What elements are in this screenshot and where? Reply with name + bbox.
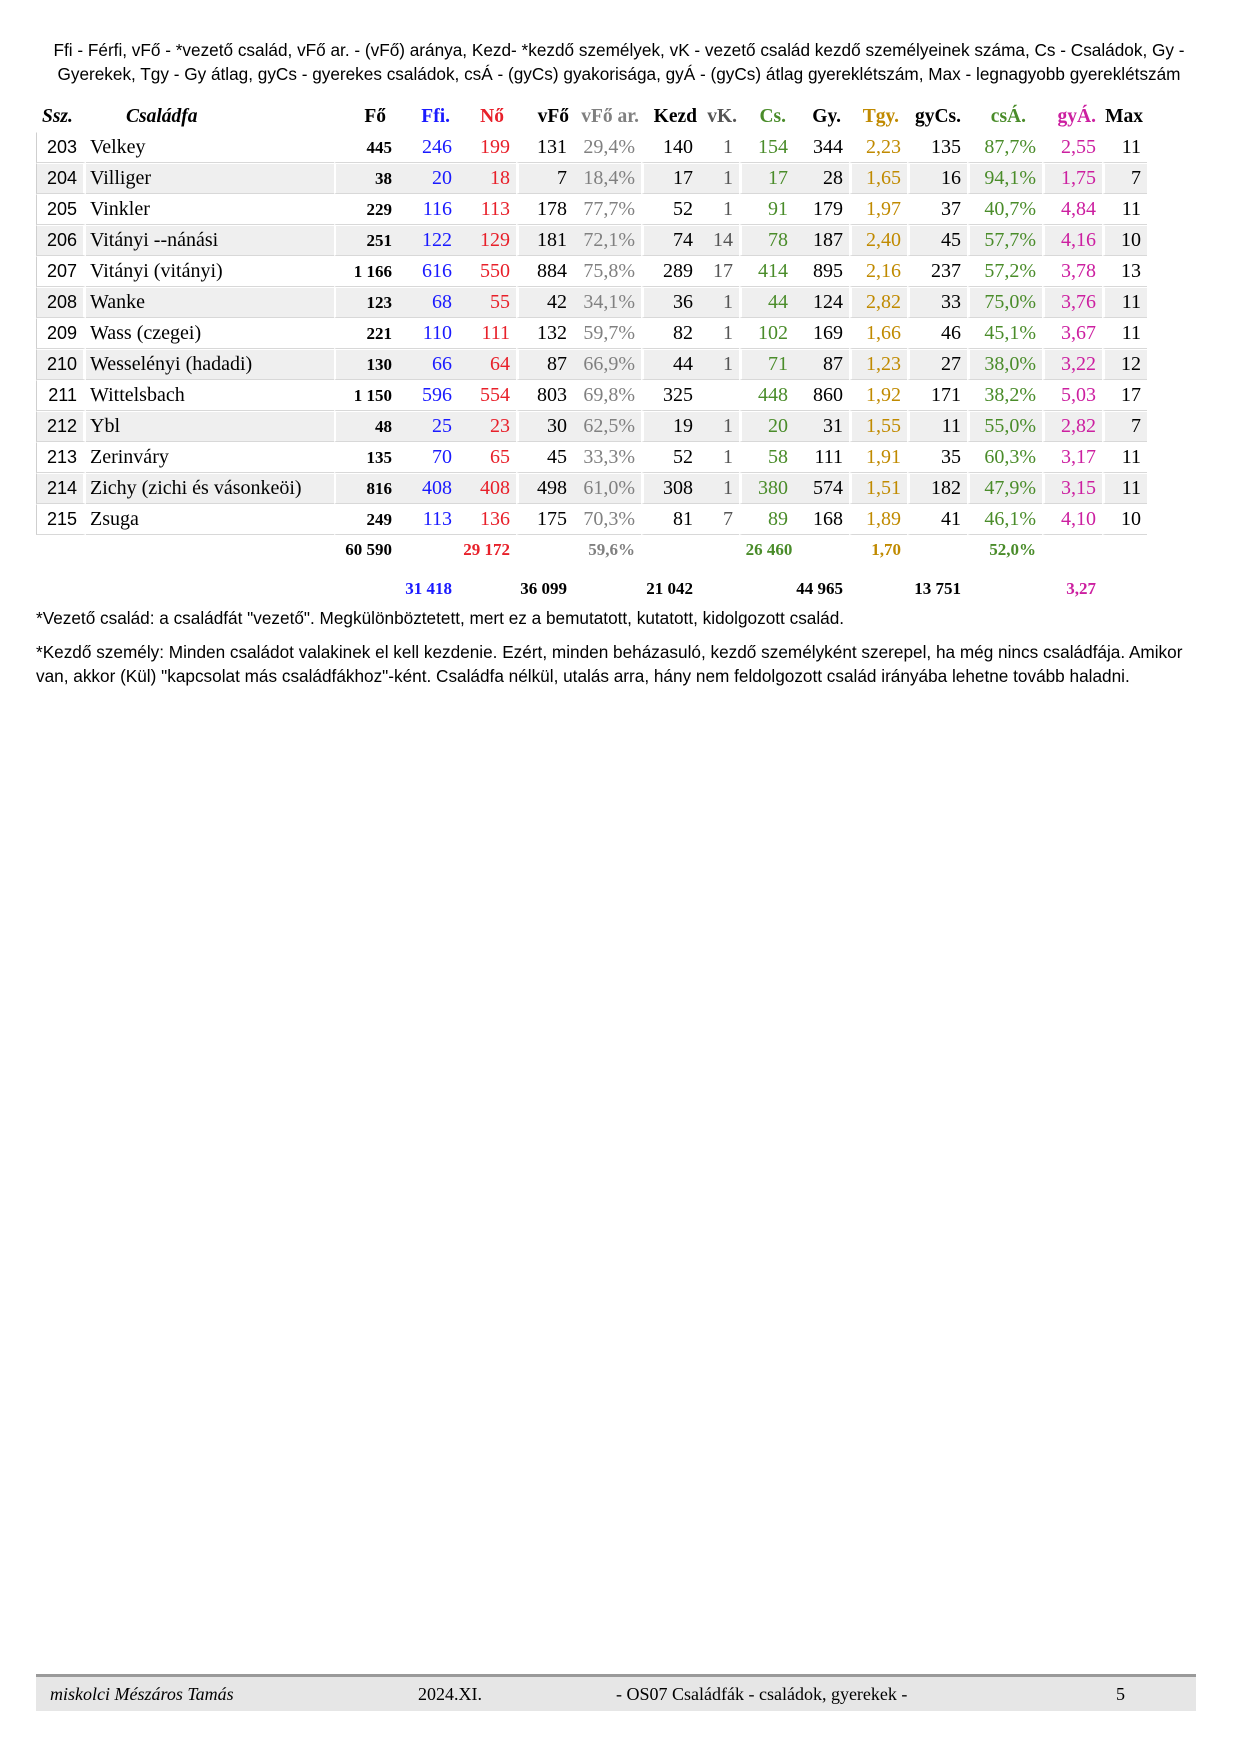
row-gy: 169 (794, 318, 849, 349)
row-ffi: 116 (398, 194, 458, 225)
row-gy: 87 (794, 349, 849, 380)
header-gya: gyÁ. (1057, 106, 1096, 127)
row-csa: 40,7% (967, 194, 1042, 225)
row-gy: 124 (794, 287, 849, 318)
footer-author: miskolci Mészáros Tamás (50, 1684, 234, 1704)
row-name: Vinkler (86, 194, 334, 225)
row-vk: 14 (699, 225, 739, 256)
row-fo: 130 (334, 349, 398, 380)
row-gy: 111 (794, 442, 849, 473)
row-ffi: 110 (398, 318, 458, 349)
header-csaladfa: Családfa (126, 106, 198, 127)
row-gy: 31 (794, 411, 849, 442)
header-max: Max (1105, 106, 1143, 127)
row-gycs: 46 (907, 318, 967, 349)
row-max: 7 (1102, 163, 1147, 194)
row-name: Wanke (86, 287, 334, 318)
row-vk: 1 (699, 349, 739, 380)
total-gya: 3,27 (1066, 579, 1096, 598)
row-max: 12 (1102, 349, 1147, 380)
total-vfo-ar: 59,6% (588, 540, 635, 559)
table-row (36, 256, 1147, 287)
page-footer (36, 1674, 1196, 1711)
row-name: Villiger (86, 163, 334, 194)
header-vk: vK. (707, 106, 737, 127)
row-ffi: 616 (398, 256, 458, 287)
row-fo: 123 (334, 287, 398, 318)
row-kezd: 289 (641, 256, 699, 287)
header-cs: Cs. (759, 106, 786, 127)
total-no: 29 172 (463, 540, 510, 559)
row-ssz: 214 (36, 473, 86, 504)
row-cs: 20 (739, 411, 794, 442)
row-tgy: 2,82 (849, 287, 907, 318)
total-kezd: 21 042 (646, 579, 693, 598)
row-gya: 1,75 (1042, 163, 1102, 194)
row-max: 17 (1102, 380, 1147, 411)
row-ffi: 246 (398, 132, 458, 163)
row-max: 7 (1102, 411, 1147, 442)
header-row (36, 102, 1147, 132)
row-cs: 154 (739, 132, 794, 163)
footer-page-number: 5 (1116, 1684, 1125, 1704)
row-ffi: 20 (398, 163, 458, 194)
row-gya: 3,76 (1042, 287, 1102, 318)
header-tgy: Tgy. (862, 106, 899, 127)
row-gycs: 171 (907, 380, 967, 411)
total-vfo: 36 099 (520, 579, 567, 598)
row-vfo-ar: 29,4% (573, 132, 641, 163)
row-tgy: 2,23 (849, 132, 907, 163)
row-gycs: 237 (907, 256, 967, 287)
row-tgy: 1,97 (849, 194, 907, 225)
row-kezd: 81 (641, 504, 699, 535)
row-vfo-ar: 66,9% (573, 349, 641, 380)
row-ffi: 25 (398, 411, 458, 442)
row-vfo-ar: 61,0% (573, 473, 641, 504)
row-fo: 229 (334, 194, 398, 225)
row-vfo: 30 (516, 411, 573, 442)
row-max: 11 (1102, 473, 1147, 504)
total-csa: 52,0% (989, 540, 1036, 559)
row-vk: 17 (699, 256, 739, 287)
row-kezd: 308 (641, 473, 699, 504)
header-vfo: vFő (537, 106, 569, 127)
row-vk: 1 (699, 287, 739, 318)
row-vfo: 87 (516, 349, 573, 380)
table-row (36, 318, 1147, 349)
row-tgy: 1,89 (849, 504, 907, 535)
row-no: 113 (458, 194, 516, 225)
table-row (36, 380, 1147, 411)
row-fo: 445 (334, 132, 398, 163)
row-ssz: 210 (36, 349, 86, 380)
row-gy: 895 (794, 256, 849, 287)
footer-document-title: - OS07 Családfák - családok, gyerekek - (616, 1684, 908, 1704)
legend (44, 38, 1194, 86)
row-vfo-ar: 62,5% (573, 411, 641, 442)
row-gycs: 45 (907, 225, 967, 256)
row-kezd: 44 (641, 349, 699, 380)
header-fo: Fő (364, 106, 386, 127)
row-vfo: 803 (516, 380, 573, 411)
row-csa: 57,2% (967, 256, 1042, 287)
row-gya: 4,16 (1042, 225, 1102, 256)
table-row (36, 473, 1147, 504)
row-ssz: 205 (36, 194, 86, 225)
row-csa: 87,7% (967, 132, 1042, 163)
table-row (36, 132, 1147, 163)
note-kezdo-szemely: *Kezdő személy: Minden családot valakinek el kell kezdenie. Ezért, minden beházasuló, kezdő személyként szerepel, ha még nincs családfája. Amikor van, akkor (Kül) "kapcsolat más családfákhoz"-ként. Családfa nélkül, utalás arra, hány nem feldolgozott család irányába lehetne tovább haladni. (36, 642, 1183, 686)
row-tgy: 1,55 (849, 411, 907, 442)
row-vk: 1 (699, 473, 739, 504)
row-csa: 38,2% (967, 380, 1042, 411)
row-gy: 344 (794, 132, 849, 163)
row-no: 550 (458, 256, 516, 287)
row-ffi: 68 (398, 287, 458, 318)
row-vfo: 45 (516, 442, 573, 473)
row-tgy: 1,23 (849, 349, 907, 380)
note-vezeto-csalad: *Vezető család: a családfát "vezető". Megkülönböztetett, mert ez a bemutatott, kutatott, kidolgozott család. (36, 608, 845, 628)
row-tgy: 1,66 (849, 318, 907, 349)
row-vfo-ar: 70,3% (573, 504, 641, 535)
table-row (36, 442, 1147, 473)
row-vfo: 42 (516, 287, 573, 318)
header-gy: Gy. (812, 106, 841, 127)
row-cs: 448 (739, 380, 794, 411)
row-name: Zsuga (86, 504, 334, 535)
row-vfo-ar: 75,8% (573, 256, 641, 287)
row-csa: 47,9% (967, 473, 1042, 504)
row-cs: 89 (739, 504, 794, 535)
totals-row-1 (36, 535, 1147, 565)
row-name: Zichy (zichi és vásonkeöi) (86, 473, 334, 504)
row-vfo: 7 (516, 163, 573, 194)
row-name: Vitányi --nánási (86, 225, 334, 256)
row-name: Wittelsbach (86, 380, 334, 411)
row-kezd: 52 (641, 194, 699, 225)
row-cs: 58 (739, 442, 794, 473)
row-fo: 38 (334, 163, 398, 194)
row-csa: 45,1% (967, 318, 1042, 349)
row-vfo-ar: 34,1% (573, 287, 641, 318)
row-max: 11 (1102, 287, 1147, 318)
row-name: Velkey (86, 132, 334, 163)
table-row (36, 287, 1147, 318)
row-vfo: 175 (516, 504, 573, 535)
row-vfo-ar: 18,4% (573, 163, 641, 194)
row-max: 11 (1102, 442, 1147, 473)
row-cs: 414 (739, 256, 794, 287)
row-ffi: 70 (398, 442, 458, 473)
row-vk: 7 (699, 504, 739, 535)
row-ffi: 66 (398, 349, 458, 380)
row-gya: 2,55 (1042, 132, 1102, 163)
row-ssz: 204 (36, 163, 86, 194)
row-kezd: 82 (641, 318, 699, 349)
table-row (36, 163, 1147, 194)
row-gycs: 37 (907, 194, 967, 225)
row-vfo: 131 (516, 132, 573, 163)
row-kezd: 17 (641, 163, 699, 194)
row-ssz: 213 (36, 442, 86, 473)
row-csa: 75,0% (967, 287, 1042, 318)
notes (36, 606, 1206, 698)
row-gy: 28 (794, 163, 849, 194)
row-vk: 1 (699, 411, 739, 442)
row-gy: 187 (794, 225, 849, 256)
row-kezd: 325 (641, 380, 699, 411)
row-ffi: 596 (398, 380, 458, 411)
row-name: Wass (czegei) (86, 318, 334, 349)
row-no: 23 (458, 411, 516, 442)
table-row (36, 411, 1147, 442)
row-no: 64 (458, 349, 516, 380)
row-cs: 91 (739, 194, 794, 225)
row-gycs: 35 (907, 442, 967, 473)
row-no: 408 (458, 473, 516, 504)
row-gy: 574 (794, 473, 849, 504)
row-max: 11 (1102, 132, 1147, 163)
total-gycs: 13 751 (914, 579, 961, 598)
total-cs: 26 460 (745, 540, 793, 559)
row-max: 13 (1102, 256, 1147, 287)
row-gycs: 33 (907, 287, 967, 318)
row-no: 199 (458, 132, 516, 163)
row-kezd: 52 (641, 442, 699, 473)
row-name: Ybl (86, 411, 334, 442)
row-no: 136 (458, 504, 516, 535)
row-gya: 3,78 (1042, 256, 1102, 287)
row-vfo: 132 (516, 318, 573, 349)
row-ffi: 113 (398, 504, 458, 535)
row-vfo-ar: 77,7% (573, 194, 641, 225)
row-gya: 4,10 (1042, 504, 1102, 535)
row-gycs: 11 (907, 411, 967, 442)
table-row (36, 225, 1147, 256)
row-no: 55 (458, 287, 516, 318)
row-csa: 46,1% (967, 504, 1042, 535)
row-csa: 94,1% (967, 163, 1042, 194)
row-name: Zerinváry (86, 442, 334, 473)
row-ssz: 206 (36, 225, 86, 256)
row-vfo-ar: 69,8% (573, 380, 641, 411)
row-gya: 3,22 (1042, 349, 1102, 380)
row-vfo: 884 (516, 256, 573, 287)
total-fo: 60 590 (345, 540, 392, 559)
row-tgy: 2,16 (849, 256, 907, 287)
legend-line-2: Gyerekek, Tgy - Gy átlag, gyCs - gyerekes családok, csÁ - (gyCs) gyakorisága, gyÁ - (gyCs) átlag gyereklétszám, Max - legnagyobb gyereklétszám (57, 64, 1181, 84)
header-kezd: Kezd (653, 106, 697, 127)
row-kezd: 19 (641, 411, 699, 442)
row-vfo: 498 (516, 473, 573, 504)
row-gya: 3,15 (1042, 473, 1102, 504)
row-fo: 221 (334, 318, 398, 349)
row-cs: 78 (739, 225, 794, 256)
row-gya: 3,17 (1042, 442, 1102, 473)
row-gycs: 135 (907, 132, 967, 163)
row-gya: 5,03 (1042, 380, 1102, 411)
row-vk: 1 (699, 163, 739, 194)
total-tgy: 1,70 (871, 540, 901, 559)
row-max: 10 (1102, 225, 1147, 256)
row-cs: 71 (739, 349, 794, 380)
row-ssz: 211 (36, 380, 86, 411)
table-body (36, 132, 1147, 535)
row-no: 111 (458, 318, 516, 349)
row-cs: 380 (739, 473, 794, 504)
row-tgy: 1,92 (849, 380, 907, 411)
row-gy: 168 (794, 504, 849, 535)
row-gycs: 27 (907, 349, 967, 380)
row-csa: 55,0% (967, 411, 1042, 442)
row-no: 554 (458, 380, 516, 411)
table-row (36, 349, 1147, 380)
row-gya: 2,82 (1042, 411, 1102, 442)
row-ssz: 203 (36, 132, 86, 163)
header-no: Nő (480, 106, 504, 127)
row-kezd: 74 (641, 225, 699, 256)
row-fo: 249 (334, 504, 398, 535)
row-ssz: 208 (36, 287, 86, 318)
row-vfo-ar: 72,1% (573, 225, 641, 256)
header-vfo-ar: vFő ar. (581, 106, 639, 127)
row-cs: 102 (739, 318, 794, 349)
row-ssz: 212 (36, 411, 86, 442)
row-gycs: 16 (907, 163, 967, 194)
row-gy: 860 (794, 380, 849, 411)
row-max: 10 (1102, 504, 1147, 535)
row-kezd: 140 (641, 132, 699, 163)
row-fo: 1 166 (334, 256, 398, 287)
row-name: Vitányi (vitányi) (86, 256, 334, 287)
row-fo: 1 150 (334, 380, 398, 411)
row-cs: 44 (739, 287, 794, 318)
totals-row-2 (36, 565, 1147, 599)
row-tgy: 1,91 (849, 442, 907, 473)
header-ssz: Ssz. (42, 106, 73, 127)
row-tgy: 1,51 (849, 473, 907, 504)
row-gy: 179 (794, 194, 849, 225)
row-vk (699, 380, 739, 411)
row-name: Wesselényi (hadadi) (86, 349, 334, 380)
row-max: 11 (1102, 318, 1147, 349)
row-vk: 1 (699, 318, 739, 349)
row-vfo-ar: 59,7% (573, 318, 641, 349)
row-vfo-ar: 33,3% (573, 442, 641, 473)
row-no: 65 (458, 442, 516, 473)
table-row (36, 504, 1147, 535)
row-tgy: 1,65 (849, 163, 907, 194)
header-ffi: Ffi. (421, 106, 450, 127)
family-tree-table (36, 102, 1147, 599)
row-no: 18 (458, 163, 516, 194)
row-vk: 1 (699, 132, 739, 163)
row-ssz: 207 (36, 256, 86, 287)
row-csa: 38,0% (967, 349, 1042, 380)
row-csa: 57,7% (967, 225, 1042, 256)
row-gycs: 182 (907, 473, 967, 504)
row-gya: 4,84 (1042, 194, 1102, 225)
row-vk: 1 (699, 442, 739, 473)
legend-line-1: Ffi - Férfi, vFő - *vezető család, vFő ar. - (vFő) aránya, Kezd- *kezdő személyek, vK - vezető család kezdő személyeinek száma, Cs - Családok, Gy - (53, 40, 1185, 60)
total-ffi: 31 418 (405, 579, 452, 598)
row-vk: 1 (699, 194, 739, 225)
row-fo: 135 (334, 442, 398, 473)
row-fo: 251 (334, 225, 398, 256)
header-gycs: gyCs. (914, 106, 961, 127)
row-ssz: 215 (36, 504, 86, 535)
row-gya: 3,67 (1042, 318, 1102, 349)
total-gy: 44 965 (796, 579, 843, 598)
row-ffi: 122 (398, 225, 458, 256)
row-ffi: 408 (398, 473, 458, 504)
row-cs: 17 (739, 163, 794, 194)
row-kezd: 36 (641, 287, 699, 318)
row-tgy: 2,40 (849, 225, 907, 256)
row-csa: 60,3% (967, 442, 1042, 473)
row-max: 11 (1102, 194, 1147, 225)
header-csa: csÁ. (990, 106, 1026, 127)
table-row (36, 194, 1147, 225)
row-vfo: 178 (516, 194, 573, 225)
row-vfo: 181 (516, 225, 573, 256)
row-fo: 816 (334, 473, 398, 504)
row-gycs: 41 (907, 504, 967, 535)
row-ssz: 209 (36, 318, 86, 349)
footer-date: 2024.XI. (418, 1684, 482, 1704)
row-no: 129 (458, 225, 516, 256)
row-fo: 48 (334, 411, 398, 442)
